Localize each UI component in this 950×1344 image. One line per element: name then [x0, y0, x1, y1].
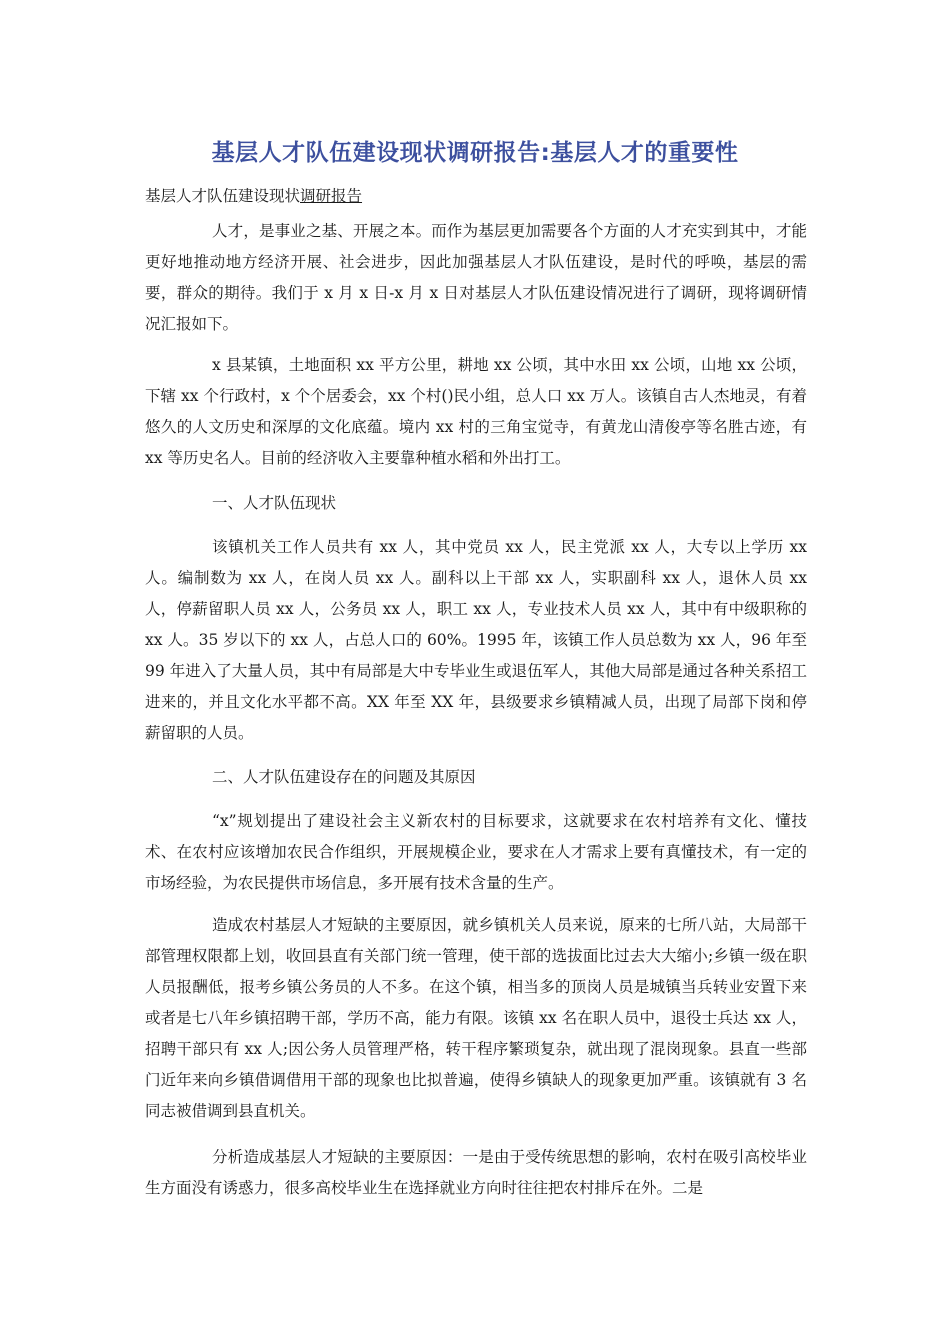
document-title: 基层人才队伍建设现状调研报告:基层人才的重要性: [211, 140, 739, 166]
paragraph-analysis: 分析造成基层人才短缺的主要原因：一是由于受传统思想的影响，农村在吸引高校毕业生方面没有诱惑力，很多高校毕业生在选择就业方向时往往把农村排斥在外。二是: [145, 1148, 807, 1197]
paragraph-staff-status: 该镇机关工作人员共有 xx 人，其中党员 xx 人，民主党派 xx 人，大专以上学历 xx 人。编制数为 xx 人，在岗人员 xx 人。副科以上干部 xx 人，实职副科 xx 人，退休人员 xx 人，停薪留职人员 xx 人，公务员 xx 人，职工 xx 人，专业技术人员 xx 人，其中有中级职称的 xx 人。35 岁以下的 xx 人，占总人口的 60%。1995 年，该镇工作人员总数为 xx 人，96 年至 99 年进入了大量人员，其中有局部是大中专毕业生或退伍军人，其他大局部是通过各种关系招工进来的，并且文化水平都不高。XX 年至 XX 年，县级要求乡镇精减人员，出现了局部下岗和停薪留职的人员。: [145, 538, 807, 742]
paragraph-town-overview: x 县某镇，土地面积 xx 平方公里，耕地 xx 公顷，其中水田 xx 公顷，山地 xx 公顷，下辖 xx 个行政村，x 个个居委会，xx 个村()民小组，总人口 xx 万人。该镇自古人杰地灵，有着悠久的人文历史和深厚的文化底蕴。境内 xx 村的三角宝觉寺，有黄龙山清俊亭等名胜古迹，有 xx 等历史名人。目前的经济收入主要靠种植水稻和外出打工。: [145, 356, 807, 467]
section-heading-1: 一、人才队伍现状: [212, 494, 337, 512]
subtitle-text: 基层人才队伍建设现状: [145, 187, 301, 205]
section-heading-2: 二、人才队伍建设存在的问题及其原因: [212, 768, 476, 786]
paragraph-planning: “x”规划提出了建设社会主义新农村的目标要求，这就要求在农村培养有文化、懂技术、在农村应该增加农民合作组织，开展规模企业，要求在人才需求上要有真懂技术，有一定的市场经验，为农民提供市场信息，多开展有技术含量的生产。: [145, 812, 807, 892]
document-subtitle: [145, 186, 362, 206]
paragraph-shortage-causes: 造成农村基层人才短缺的主要原因，就乡镇机关人员来说，原来的七所八站，大局部干部管理权限都上划，收回县直有关部门统一管理，使干部的选拔面比过去大大缩小;乡镇一级在职人员报酬低，报考乡镇公务员的人不多。在这个镇，相当多的顶岗人员是城镇当兵转业安置下来或者是七八年乡镇招聘干部，学历不高，能力有限。该镇 xx 名在职人员中，退役士兵达 xx 人，招聘干部只有 xx 人;因公务人员管理严格，转干程序繁琐复杂，就出现了混岗现象。县直一些部门近年来向乡镇借调借用干部的现象也比拟普遍，使得乡镇缺人的现象更加严重。该镇就有 3 名同志被借调到县直机关。: [145, 916, 807, 1120]
paragraph-intro: 人才，是事业之基、开展之本。而作为基层更加需要各个方面的人才充实到其中，才能更好地推动地方经济开展、社会进步，因此加强基层人才队伍建设，是时代的呼唤，基层的需要，群众的期待。我们于 x 月 x 日-x 月 x 日对基层人才队伍建设情况进行了调研，现将调研情况汇报如下。: [145, 222, 807, 333]
subtitle-link[interactable]: 调研报告: [300, 187, 363, 205]
